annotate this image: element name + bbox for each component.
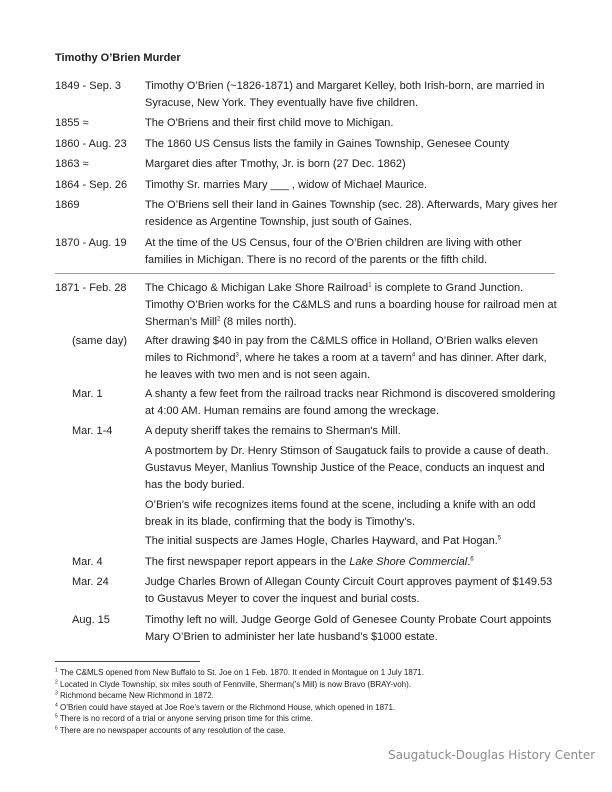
timeline-entry <box>55 156 560 173</box>
page-title: Timothy O’Brien Murder <box>55 52 181 64</box>
timeline-entry <box>55 333 560 384</box>
timeline-entry <box>55 497 560 531</box>
entry-text: The O'Briens and their first child move to Michigan. <box>145 117 394 129</box>
entry-date: (same day) <box>72 335 128 347</box>
footnote-ref: 3 <box>235 352 239 359</box>
entry-text: At the time of the US Census, four of the O’Brien children are living with other families in Michigan. There is no record of the parents or the fifth child. <box>145 237 522 266</box>
footnote: $^1$ The C&MLS opened from New Buffalo to St. Joe on 1 Feb. 1870. It ended in Montague on 1 July 1871. <box>55 667 424 677</box>
footnote-ref: 5 <box>497 535 502 542</box>
timeline-entry <box>55 574 560 608</box>
timeline-entry <box>55 386 560 420</box>
entry-text: The first newspaper report appears in the Lake Shore Commercial.$^6$ <box>145 556 474 568</box>
entry-text: Timothy left no will. Judge George Gold of Genesee County Probate Court appoints Mary O’Brien to administer her late husband’s $1000 estate. <box>145 614 552 643</box>
entry-text: O’Brien’s wife recognizes items found at the scene, including a knife with an odd break in its blade, confirming that the body is Timothy’s. <box>145 499 536 528</box>
entry-text: A shanty a few feet from the railroad tracks near Richmond is discovered smoldering at 4:00 AM. Human remains are found among the wreckage. <box>145 388 556 417</box>
footnote: $^4$ O’Brien could have stayed at Joe Roe’s tavern or the Richmond House, which opened in 1871. <box>55 701 396 712</box>
entry-date: 1870 - Aug. 19 <box>55 237 127 249</box>
footnote: $^5$ There is no record of a trial or anyone serving prison time for this crime. <box>55 713 313 723</box>
entry-date: 1860 - Aug. 23 <box>55 138 127 150</box>
entry-date: 1849 - Sep. 3 <box>55 80 122 92</box>
newspaper-title: Lake Shore Commercial <box>349 556 468 568</box>
archive-watermark: Saugatuck-Douglas History Center <box>388 748 596 762</box>
entry-text: Margaret dies after Tmothy, Jr. is born (27 Dec. 1862) <box>145 158 406 170</box>
entry-text: The O’Briens sell their land in Gaines Township (sec. 28). Afterwards, Mary gives her residence as Argentine Township, just south of Gaines. <box>145 199 558 228</box>
footnote-ref: 4 <box>411 352 416 359</box>
footnote: $^3$ Richmond became New Richmond in 1872. <box>55 690 214 700</box>
entry-text: The Chicago & Michigan Lake Shore Railroad$^1$ is complete to Grand Junction. Timothy O’Brien works for the C&MLS and runs a boarding house for railroad men at Sherman’s Mill$^2$ (8 miles north). <box>145 282 557 328</box>
entry-text: Timothy Sr. marries Mary ___ , widow of Michael Maurice. <box>145 179 428 191</box>
footnote-divider <box>55 661 200 662</box>
entry-date: Aug. 15 <box>72 614 110 626</box>
timeline-entry <box>55 443 560 494</box>
timeline-entry <box>55 533 560 550</box>
timeline-entry <box>55 177 560 194</box>
footnote: $^2$ Located in Clyde Township, six miles south of Fennville, Sherman(’s Mill) is now Bravo (BRAY-voh). <box>55 678 411 689</box>
timeline-entry <box>55 612 560 646</box>
entry-date: 1863 ≈ <box>55 158 89 170</box>
timeline-entry <box>55 115 560 132</box>
entry-date: Mar. 24 <box>72 576 109 588</box>
entry-text: A deputy sheriff takes the remains to Sherman's Mill. <box>145 425 401 437</box>
timeline-entry <box>55 554 560 571</box>
footnotes <box>55 667 585 736</box>
entry-text: After drawing $40 in pay from the C&MLS office in Holland, O’Brien walks eleven miles to Richmond$^3$, where he takes a room at a tavern$^4$ and has dinner. After dark, he leaves with two men and is not seen again. <box>145 335 547 381</box>
entry-date: Mar. 4 <box>72 556 103 568</box>
entry-text: A postmortem by Dr. Henry Stimson of Saugatuck fails to provide a cause of death. Gustavus Meyer, Manlius Township Justice of the Peace, conducts an inquest and has the body buried. <box>145 445 549 491</box>
entry-date: Mar. 1 <box>72 388 103 400</box>
footnote: $^6$ There are no newspaper accounts of any resolution of the case. <box>55 724 286 735</box>
footnote-ref: 6 <box>470 556 474 563</box>
section-divider <box>55 273 555 274</box>
entry-date: 1864 - Sep. 26 <box>55 179 128 191</box>
entry-text: Timothy O’Brien (~1826-1871) and Margaret Kelley, both Irish-born, are married in Syracuse, New York. They eventually have five children. <box>145 80 545 109</box>
entry-text: The initial suspects are James Hogle, Charles Hayward, and Pat Hogan.$^5$ <box>145 535 502 547</box>
timeline-entry <box>55 197 560 231</box>
timeline-entry <box>55 423 560 440</box>
entry-date: 1855 ≈ <box>55 117 89 129</box>
entry-date: 1869 <box>55 199 80 211</box>
entry-date: Mar. 1-4 <box>72 425 113 437</box>
footnote-ref: 2 <box>216 316 221 323</box>
timeline-entry <box>55 280 560 331</box>
timeline-entry <box>55 235 560 269</box>
entry-text: The 1860 US Census lists the family in Gaines Township, Genesee County <box>145 138 510 150</box>
entry-date: 1871 - Feb. 28 <box>55 282 127 294</box>
entry-text: Judge Charles Brown of Allegan County Circuit Court approves payment of $149.53 to Gustavus Meyer to cover the inquest and burial costs. <box>145 576 553 605</box>
footnote-ref: 1 <box>368 282 372 289</box>
timeline-entry <box>55 78 560 112</box>
timeline-entry <box>55 136 560 153</box>
